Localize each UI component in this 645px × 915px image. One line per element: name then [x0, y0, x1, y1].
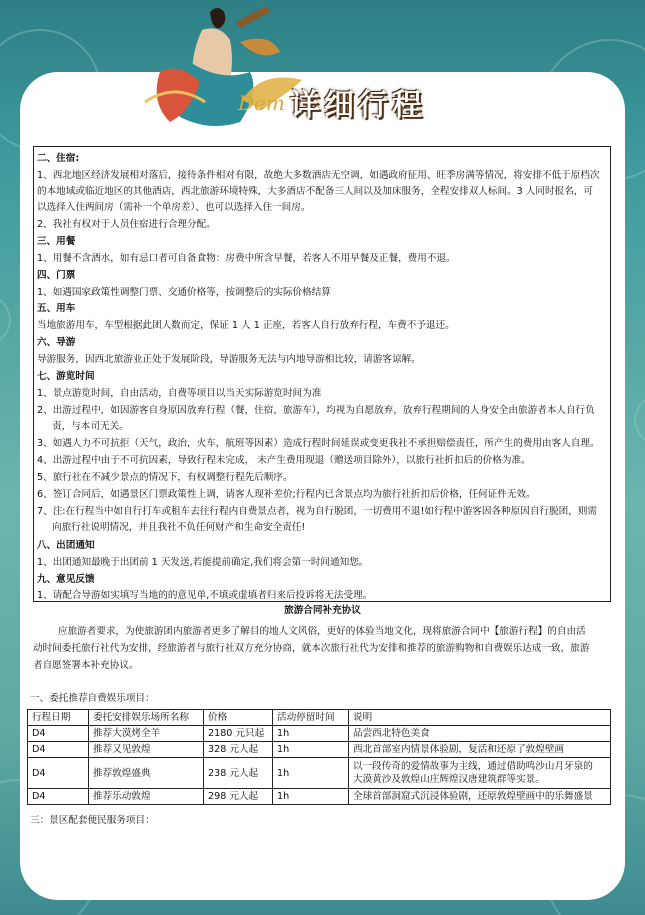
text-line: 1、景点游览时间，自由活动，自费等项目以当天实际游览时间为准: [37, 388, 322, 399]
text-line: 导游服务，因西北旅游业正处于发展阶段，导游服务无法与内地导游相比较，请游客谅解。: [37, 354, 421, 365]
table-cell: 品尝西北特色美食: [349, 726, 611, 742]
convenience-services-heading: 三：景区配套便民服务项目：: [30, 815, 155, 826]
text-line: 3、如遇人力不可抗拒（天气，政治，火车，航班等因素）造成行程时间延误或变更我社不承担赔偿责任，所产生的费用由客人自理。: [37, 438, 600, 449]
text-line: 7、注:在行程当中如自行打车或租车去往行程内自费景点者，视为自行脱团，一切费用不退!如行程中游客因各种原因自行脱团，则需: [37, 506, 598, 517]
column-header: 说明: [349, 710, 611, 726]
table-cell: 全球首部洞窟式沉浸体验剧，还原敦煌壁画中的乐舞盛景: [349, 789, 611, 805]
text-line: 责，与本司无关。: [52, 421, 129, 432]
text-line: 2、我社有权对于人员住宿进行合理分配。: [37, 219, 216, 230]
table-row: [28, 758, 611, 789]
section-heading-meals: 三、用餐: [37, 236, 76, 247]
table-cell: 推荐敦煌盛典: [89, 758, 204, 789]
text-line: 以选择入住两间房（需补一个单房差）、也可以选择入住一间房。: [37, 202, 311, 213]
agreement-paragraph-line: 者自愿签署本补充协议。: [33, 660, 139, 671]
text-line: 1、西北地区经济发展相对落后，接待条件相对有限，故绝大多数酒店无空调，如遇政府征用、旺季房满等情况，将安排不低于原档次: [37, 170, 600, 181]
text-line: 1、用餐不含酒水，如有忌口者可自备食物：房费中所含早餐，若客人不用早餐及正餐，费用不退。: [37, 253, 456, 264]
section-heading-departure-notice: 八、出团通知: [37, 540, 95, 551]
section-heading-accommodation: 二、住宿:: [37, 153, 80, 164]
table-cell: D4: [28, 789, 89, 805]
table-header-row: [28, 710, 611, 726]
table-cell: 推荐又见敦煌: [89, 742, 204, 758]
text-line: 2、出游过程中，如因游客自身原因放弃行程（餐，住宿，旅游车），均视为自愿放弃，放弃行程期间的人身安全由旅游者本人自行负: [37, 405, 595, 416]
table-cell-multiline: [349, 758, 611, 789]
section-heading-touring-time: 七、游览时间: [37, 371, 95, 382]
column-header: 委托安排娱乐场所名称: [89, 710, 204, 726]
column-header: 行程日期: [28, 710, 89, 726]
column-header: 活动停留时间: [273, 710, 349, 726]
page-title: 详细行程: [290, 88, 426, 123]
text-line: 向旅行社说明情况，并且我社不负任何财产和生命安全责任!: [52, 522, 306, 533]
table-row: [28, 742, 611, 758]
table-cell: D4: [28, 726, 89, 742]
text-line: 当地旅游用车，车型根据此团人数而定，保证 1 人 1 正座，若客人自行放弃行程，车费不予退还。: [37, 320, 455, 331]
table-cell: 1h: [273, 789, 349, 805]
table-cell: 238 元人起: [204, 758, 273, 789]
self-paid-items-heading: 一、委托推荐自费娱乐项目：: [30, 693, 155, 704]
table-cell: 298 元人起: [204, 789, 273, 805]
table-cell: D4: [28, 742, 89, 758]
cell-line: 以一段传奇的爱情故事为主线，通过借助鸣沙山月牙泉的: [353, 761, 593, 772]
cell-line: 大漠黄沙及敦煌山庄辉煌汉唐建筑群等实景。: [353, 774, 545, 785]
column-header: 价格: [204, 710, 273, 726]
text-line: 6、签订合同后，如遇景区门票政策性上调，请客人现补差价;行程内已含景点均为旅行社折扣后价格，任何证件无效。: [37, 489, 536, 500]
table-row: [28, 726, 611, 742]
section-heading-tickets: 四、门票: [37, 270, 76, 281]
table-cell: 1h: [273, 726, 349, 742]
supplement-agreement-title: 旅游合同补充协议: [284, 605, 361, 616]
table-cell: 328 元人起: [204, 742, 273, 758]
text-line: 1、请配合导游如实填写当地的的意见单,不填或虚填者归来后投诉将无法受理。: [37, 590, 373, 601]
table-cell: 推荐大漠烤全羊: [89, 726, 204, 742]
text-line: 4、出游过程中由于不可抗因素，导致行程未完成， 未产生费用现退（赠送项目除外），以旅行社折扣后的价格为准。: [37, 455, 531, 466]
section-heading-feedback: 九、意见反馈: [37, 574, 95, 585]
table-row: [28, 789, 611, 805]
text-line: 5、旅行社在不减少景点的情况下，有权调整行程先后顺序。: [37, 472, 293, 483]
table-cell: D4: [28, 758, 89, 789]
svg-text:Dem: Dem: [238, 91, 285, 115]
table-cell: 1h: [273, 758, 349, 789]
section-heading-guide: 六、导游: [37, 337, 76, 348]
self-paid-entertainment-table: [27, 709, 611, 805]
table-cell: 1h: [273, 742, 349, 758]
table-cell: 2180 元只起: [204, 726, 273, 742]
text-line: 1、如遇国家政策性调整门票、交通价格等，按调整后的实际价格结算: [37, 287, 331, 298]
text-line: 的本地域或临近地区的其他酒店，西北旅游环境特殊，大多酒店不配备三人间以及加床服务，全程安排双人标间。3 人同时报名，可: [37, 186, 593, 197]
agreement-paragraph-line: 应旅游者要求，为使旅游团内旅游者更多了解目的地人文风俗，更好的体验当地文化，现将旅游合同中【旅游行程】的自由活: [58, 626, 586, 637]
section-heading-vehicle: 五、用车: [37, 303, 76, 314]
table-cell: 西北首部室内情景体验剧，复活和还原了敦煌壁画: [349, 742, 611, 758]
text-line: 1、出团通知最晚于出团前 1 天发送,若能提前确定,我们将会第一时间通知您。: [37, 557, 369, 568]
agreement-paragraph-line: 动时间委托旅行社代为安排，经旅游者与旅行社双方充分协商，就本次旅行社代为安排和推荐的旅游购物和自费娱乐达成一致，旅游: [33, 643, 590, 654]
table-cell: 推荐乐动敦煌: [89, 789, 204, 805]
